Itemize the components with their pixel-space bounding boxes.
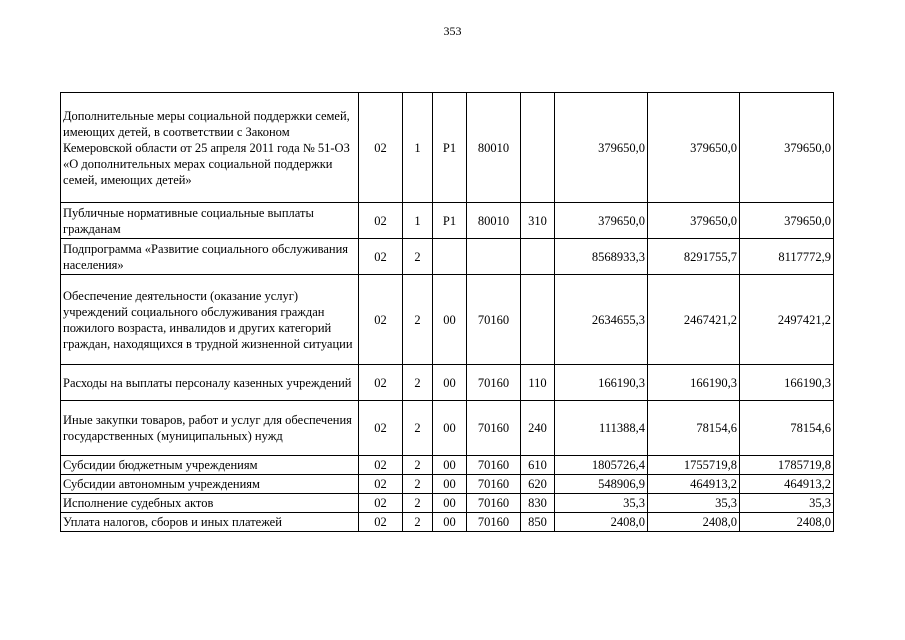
- amount-2: 379650,0: [648, 203, 740, 239]
- code-subsection: 2: [403, 401, 433, 456]
- code-expense-type: [521, 239, 555, 275]
- code-direction: 70160: [467, 275, 521, 365]
- amount-3: 464913,2: [740, 475, 834, 494]
- code-expense-type: 620: [521, 475, 555, 494]
- amount-1: 2634655,3: [555, 275, 648, 365]
- table-row: [61, 365, 834, 401]
- code-program: 00: [433, 275, 467, 365]
- code-subsection: 2: [403, 513, 433, 532]
- code-expense-type: 310: [521, 203, 555, 239]
- row-name: Подпрограмма «Развитие социального обслуживания населения»: [61, 239, 359, 275]
- amount-3: 78154,6: [740, 401, 834, 456]
- amount-3: 35,3: [740, 494, 834, 513]
- row-name: Субсидии автономным учреждениям: [61, 475, 359, 494]
- row-name: Иные закупки товаров, работ и услуг для обеспечения государственных (муниципальных) нужд: [61, 401, 359, 456]
- amount-1: 2408,0: [555, 513, 648, 532]
- code-expense-type: [521, 93, 555, 203]
- amount-2: 2467421,2: [648, 275, 740, 365]
- code-expense-type: 850: [521, 513, 555, 532]
- amount-2: 78154,6: [648, 401, 740, 456]
- code-direction: 80010: [467, 93, 521, 203]
- amount-2: 166190,3: [648, 365, 740, 401]
- table-row: [61, 93, 834, 203]
- row-name: Исполнение судебных актов: [61, 494, 359, 513]
- code-direction: 70160: [467, 494, 521, 513]
- amount-1: 1805726,4: [555, 456, 648, 475]
- row-name: Публичные нормативные социальные выплаты гражданам: [61, 203, 359, 239]
- amount-3: 2497421,2: [740, 275, 834, 365]
- amount-1: 166190,3: [555, 365, 648, 401]
- code-direction: 70160: [467, 475, 521, 494]
- code-section: 02: [359, 239, 403, 275]
- code-program: P1: [433, 93, 467, 203]
- table-row: [61, 275, 834, 365]
- table-row: [61, 401, 834, 456]
- code-direction: 70160: [467, 401, 521, 456]
- amount-1: 8568933,3: [555, 239, 648, 275]
- code-direction: 70160: [467, 456, 521, 475]
- table-row: [61, 456, 834, 475]
- code-section: 02: [359, 365, 403, 401]
- amount-2: 35,3: [648, 494, 740, 513]
- code-program: 00: [433, 401, 467, 456]
- row-name: Субсидии бюджетным учреждениям: [61, 456, 359, 475]
- code-expense-type: 240: [521, 401, 555, 456]
- code-direction: [467, 239, 521, 275]
- amount-3: 8117772,9: [740, 239, 834, 275]
- amount-1: 379650,0: [555, 93, 648, 203]
- code-section: 02: [359, 456, 403, 475]
- code-subsection: 2: [403, 475, 433, 494]
- row-name: Расходы на выплаты персоналу казенных учреждений: [61, 365, 359, 401]
- code-subsection: 1: [403, 93, 433, 203]
- budget-table: [60, 92, 834, 532]
- code-program: 00: [433, 456, 467, 475]
- code-subsection: 1: [403, 203, 433, 239]
- amount-2: 1755719,8: [648, 456, 740, 475]
- table-row: [61, 239, 834, 275]
- code-section: 02: [359, 513, 403, 532]
- amount-2: 2408,0: [648, 513, 740, 532]
- code-subsection: 2: [403, 456, 433, 475]
- amount-2: 379650,0: [648, 93, 740, 203]
- table-body: [61, 93, 834, 532]
- amount-3: 379650,0: [740, 93, 834, 203]
- code-program: 00: [433, 513, 467, 532]
- code-section: 02: [359, 475, 403, 494]
- code-program: [433, 239, 467, 275]
- code-section: 02: [359, 93, 403, 203]
- code-subsection: 2: [403, 365, 433, 401]
- amount-3: 2408,0: [740, 513, 834, 532]
- amount-3: 1785719,8: [740, 456, 834, 475]
- page-number: 353: [443, 24, 462, 38]
- code-section: 02: [359, 203, 403, 239]
- code-subsection: 2: [403, 239, 433, 275]
- code-program: P1: [433, 203, 467, 239]
- amount-1: 111388,4: [555, 401, 648, 456]
- code-subsection: 2: [403, 494, 433, 513]
- table-row: [61, 203, 834, 239]
- code-program: 00: [433, 365, 467, 401]
- code-expense-type: 110: [521, 365, 555, 401]
- code-direction: 70160: [467, 365, 521, 401]
- code-program: 00: [433, 494, 467, 513]
- code-direction: 80010: [467, 203, 521, 239]
- table-row: [61, 513, 834, 532]
- code-direction: 70160: [467, 513, 521, 532]
- amount-2: 8291755,7: [648, 239, 740, 275]
- amount-3: 379650,0: [740, 203, 834, 239]
- amount-1: 379650,0: [555, 203, 648, 239]
- amount-3: 166190,3: [740, 365, 834, 401]
- code-expense-type: 830: [521, 494, 555, 513]
- code-section: 02: [359, 401, 403, 456]
- amount-1: 35,3: [555, 494, 648, 513]
- code-section: 02: [359, 494, 403, 513]
- row-name: Уплата налогов, сборов и иных платежей: [61, 513, 359, 532]
- code-expense-type: [521, 275, 555, 365]
- amount-2: 464913,2: [648, 475, 740, 494]
- table-row: [61, 475, 834, 494]
- row-name: Дополнительные меры социальной поддержки семей, имеющих детей, в соответствии с Законом Кемеровской области от 25 апреля 2011 года № 51-ОЗ «О дополнительных мерах социальной поддержки семей, имеющих детей»: [61, 93, 359, 203]
- row-name: Обеспечение деятельности (оказание услуг) учреждений социального обслуживания граждан пожилого возраста, инвалидов и других категорий граждан, находящихся в трудной жизненной ситуации: [61, 275, 359, 365]
- code-program: 00: [433, 475, 467, 494]
- code-expense-type: 610: [521, 456, 555, 475]
- table-row: [61, 494, 834, 513]
- amount-1: 548906,9: [555, 475, 648, 494]
- code-subsection: 2: [403, 275, 433, 365]
- code-section: 02: [359, 275, 403, 365]
